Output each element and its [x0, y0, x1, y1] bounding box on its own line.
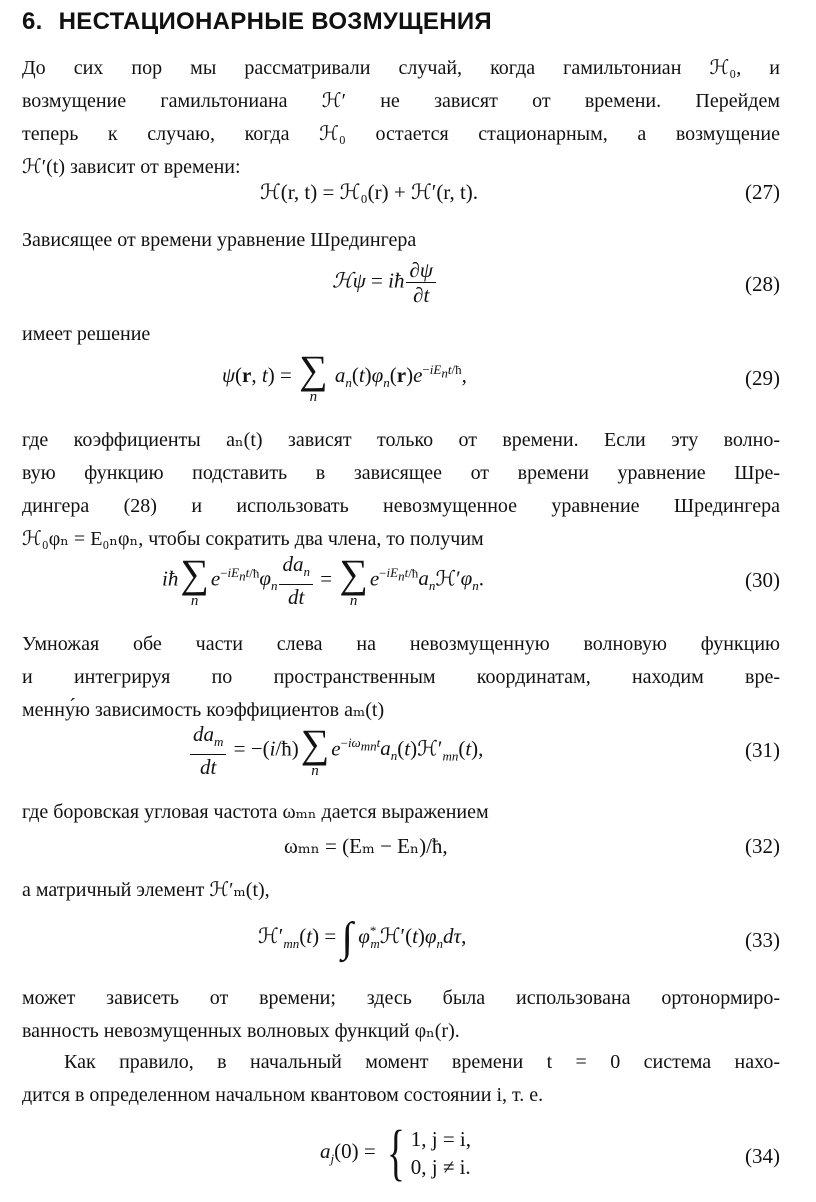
equation-formula: $\frac{da_m}{dt}$ = −(i/ħ) ∑ n $e^{-i\omega_{mn}t}a_n(t)ℋ'_{mn}(t)$, — [188, 722, 483, 779]
equation-34 — [22, 1119, 780, 1194]
paragraph-matrix-element — [22, 874, 780, 907]
text-line: возмущение гамильтониана ℋ′ не зависят от времени. Перейдем — [22, 90, 780, 112]
paragraph-solution — [22, 318, 780, 351]
paragraph-multiply — [22, 628, 780, 727]
text-line: где коэффициенты aₙ(t) зависят только от времени. Если эту волно- — [22, 429, 780, 451]
text-line: ℋ′(t) зависит от времени: — [22, 156, 241, 178]
text-line: и интегрируя по пространственным координатам, находим вре- — [22, 666, 780, 688]
equation-27 — [22, 180, 780, 210]
text-line: Зависящее от времени уравнение Шредингера — [22, 229, 417, 251]
equation-formula: $ℋ'_{mn}(t)$ = ∫ $\varphi^*_mℋ'(t)\varphi_nd\tau$, — [258, 915, 467, 961]
text-line: дингера (28) и использовать невозмущенное уравнение Шредингера — [22, 495, 780, 517]
sum-symbol: ∑ n — [299, 347, 328, 405]
case-row: 0, j ≠ i. — [410, 1155, 471, 1179]
equation-formula: ℋψ = iħ $\frac{\partial\psi}{\partial t}$ — [332, 258, 438, 307]
text-line: Как правило, в начальный момент времени t = 0 система нахо- — [64, 1051, 780, 1073]
paragraph-coefficients — [22, 424, 780, 556]
fraction: $\frac{\partial\psi}{\partial t}$ — [406, 258, 435, 307]
equation-30 — [22, 552, 780, 618]
cases — [411, 1125, 471, 1181]
equation-32 — [22, 834, 780, 864]
fraction: $\frac{da_n}{dt}$ — [279, 552, 313, 609]
paragraph-initial-state — [22, 1046, 780, 1112]
equation-number: (34) — [745, 1144, 780, 1168]
text-line: а матричный элемент ℋ′ₘ(t), — [22, 879, 270, 901]
text-line: ванность невозмущенных волновых функций φₙ(r). — [22, 1020, 460, 1042]
section-title: НЕСТАЦИОНАРНЫЕ ВОЗМУЩЕНИЯ — [58, 8, 492, 35]
sum-symbol: ∑ n — [300, 720, 330, 779]
paragraph-schrodinger — [22, 224, 780, 257]
text-line: имеет решение — [22, 323, 151, 345]
equation-formula: iħ ∑ n $e^{-iE_nt/ħ}\varphi_n$ $\frac{da_n}{dt}$ = ∑ n $e^{-iE_nt/ħ}a_nℋ'\varphi_n$. — [162, 550, 485, 610]
equation-28 — [22, 254, 780, 316]
text-line: может зависеть от времени; здесь была использована ортонормиро- — [22, 987, 780, 1009]
equation-number: (30) — [745, 568, 780, 592]
equation-number: (33) — [745, 928, 780, 952]
text-line: До сих пор мы рассматривали случай, когда гамильтониан ℋ₀, и — [22, 57, 780, 79]
text-line: теперь к случаю, когда ℋ₀ остается стационарным, а возмущение — [22, 123, 780, 145]
brace-symbol: { — [386, 1119, 405, 1187]
equation-number: (27) — [745, 180, 780, 204]
equation-number: (32) — [745, 834, 780, 858]
equation-formula: ωₘₙ = (Eₘ − Eₙ)/ħ, — [284, 834, 448, 858]
equation-formula: ℋ(r, t) = ℋ₀(r) + ℋ′(r, t). — [260, 180, 479, 204]
equation-number: (31) — [745, 738, 780, 762]
text-line: Умножая обе части слева на невозмущенную волновую функцию — [22, 633, 780, 655]
text-line: где боровская угловая частота ωₘₙ дается выражением — [22, 801, 489, 823]
section-number: 6. — [22, 8, 43, 35]
equation-formula: $a_j(0)$ = { 1, j = i, 0, j ≠ i. — [320, 1119, 471, 1187]
section-heading — [22, 8, 492, 36]
sum-symbol: ∑ n — [180, 550, 209, 609]
text-line: дится в определенном начальном квантовом состоянии i, т. е. — [22, 1084, 544, 1106]
text-line: ℋ₀φₙ = E₀ₙφₙ, чтобы сократить два члена, то получим — [22, 528, 484, 550]
paragraph-intro — [22, 52, 780, 184]
equation-formula: ψ(r, t) = ∑ n $a_n(t)\varphi_n(r)e^{-iE_nt/ħ}$, — [222, 347, 467, 405]
case-row: 1, j = i, — [410, 1127, 471, 1151]
equation-29 — [22, 347, 780, 416]
fraction: $\frac{da_m}{dt}$ — [190, 722, 226, 779]
text-line: менну́ю зависимость коэффициентов aₘ(t) — [22, 699, 385, 721]
equation-number: (29) — [745, 366, 780, 390]
text-line: вую функцию подставить в зависящее от времени уравнение Шре- — [22, 462, 780, 484]
equation-33 — [22, 914, 780, 970]
integral-symbol: ∫ — [341, 915, 353, 961]
sum-symbol: ∑ n — [339, 550, 368, 609]
equation-31 — [22, 722, 780, 788]
paragraph-bohr-frequency — [22, 796, 780, 829]
paragraph-orthonormality — [22, 982, 780, 1048]
equation-number: (28) — [745, 272, 780, 296]
